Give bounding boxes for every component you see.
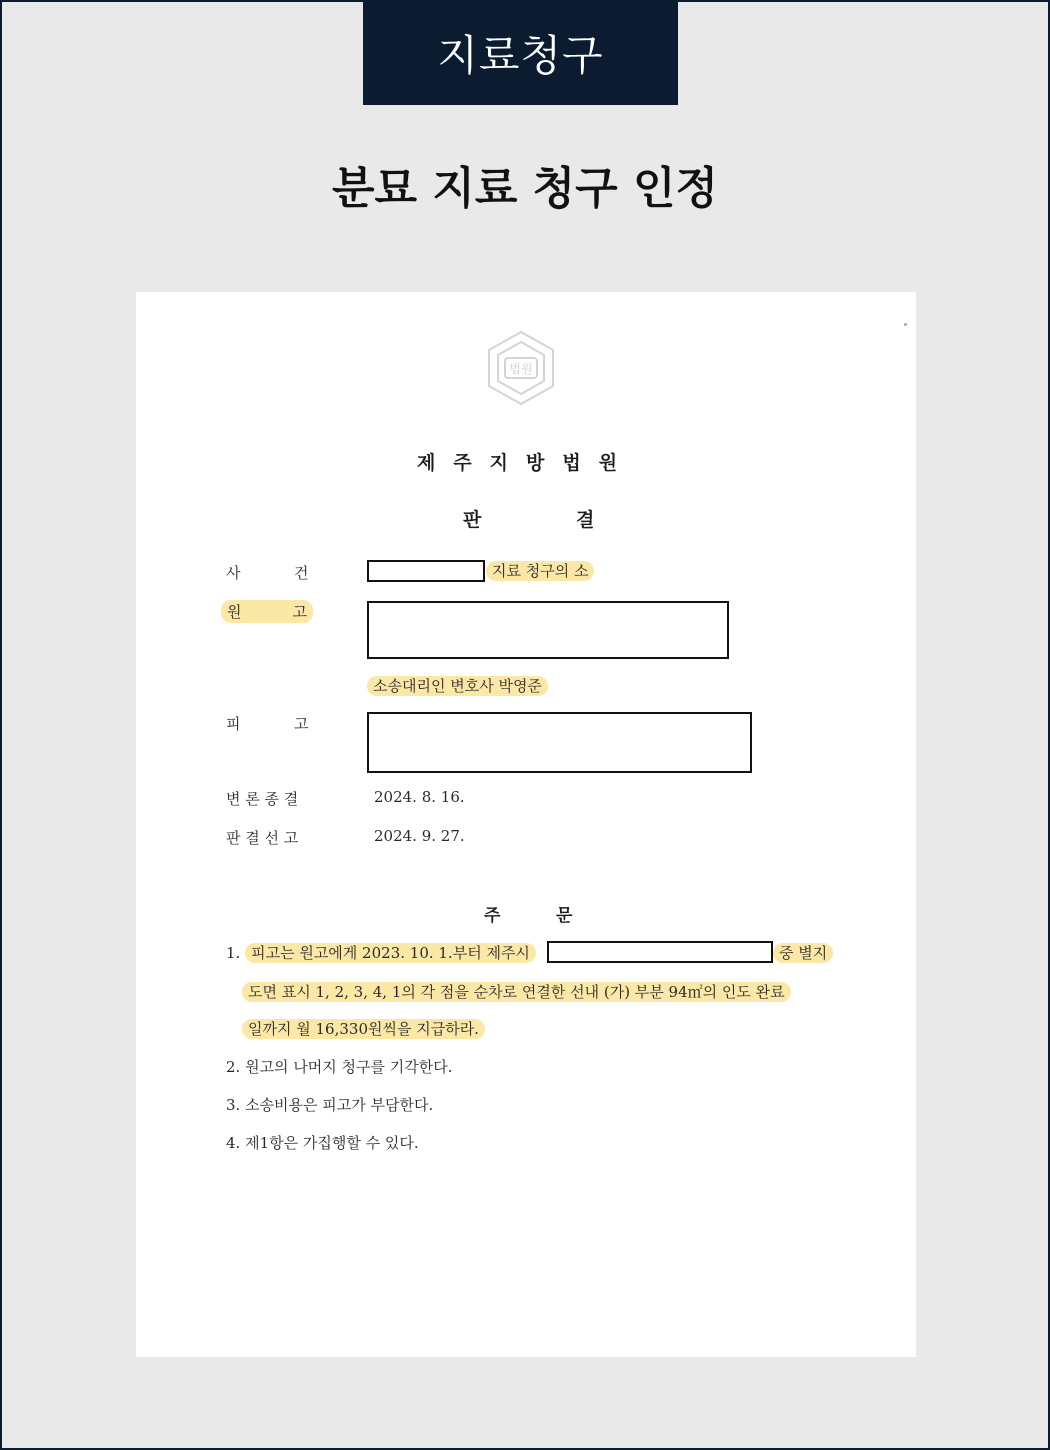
redacted-defendant	[367, 712, 752, 773]
category-tag: 지료청구	[363, 0, 678, 105]
verdict-title-right: 결	[576, 509, 595, 531]
judgment-label: 판 결 선 고	[226, 829, 299, 847]
defendant-label-b: 고	[294, 715, 309, 733]
case-label-b: 건	[294, 564, 309, 582]
order-heading-left: 주	[484, 906, 501, 926]
judgment-document	[136, 292, 916, 1357]
order-1-line2: 도면 표시 1, 2, 3, 4, 1의 각 점을 순차로 연결한 선내 (가) 부분 94㎡의 인도 완료	[242, 982, 791, 1002]
order-item-4: 4. 제1항은 가집행할 수 있다.	[226, 1134, 419, 1152]
hearing-end-label: 변 론 종 결	[226, 790, 299, 808]
order-heading-right: 문	[556, 906, 573, 926]
scan-speck	[904, 323, 907, 326]
court-name: 제주지방법원	[416, 452, 636, 474]
case-title: 지료 청구의 소	[486, 561, 594, 581]
redacted-address	[547, 941, 773, 963]
plaintiff-label	[221, 600, 313, 623]
plaintiff-counsel: 소송대리인 변호사 박영준	[367, 676, 548, 696]
order-1-number: 1.	[226, 944, 241, 962]
hearing-end-date: 2024. 8. 16.	[374, 788, 465, 806]
redacted-plaintiff	[367, 601, 729, 659]
order-item-3: 3. 소송비용은 피고가 부담한다.	[226, 1096, 434, 1114]
judgment-date: 2024. 9. 27.	[374, 827, 465, 845]
plaintiff-label-b: 고	[292, 603, 307, 621]
order-1-line3: 일까지 월 16,330원씩을 지급하라.	[242, 1019, 485, 1039]
headline: 분묘 지료 청구 인정	[332, 163, 718, 214]
defendant-label-a: 피	[226, 715, 241, 733]
plaintiff-label-a: 원	[227, 603, 242, 621]
order-item-1	[226, 942, 536, 963]
order-1-text-b: 중 별지	[773, 943, 833, 963]
order-item-2: 2. 원고의 나머지 청구를 기각한다.	[226, 1058, 453, 1076]
case-label-a: 사	[226, 564, 241, 582]
verdict-title-left: 판	[463, 509, 482, 531]
court-seal-icon	[481, 328, 561, 408]
order-1-text-a: 피고는 원고에게 2023. 10. 1.부터 제주시	[245, 943, 536, 963]
seal-text: 법원	[509, 362, 533, 376]
redacted-case-number	[367, 560, 485, 582]
